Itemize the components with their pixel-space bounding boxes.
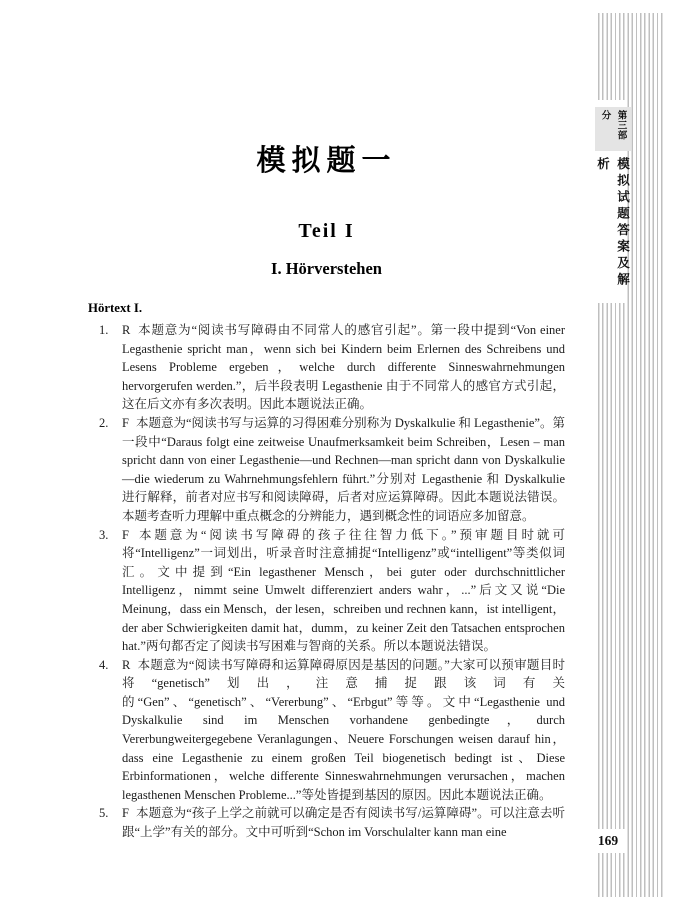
- item-explanation: 本题意为“阅读书写与运算的习得困难分别称为 Dyskalkulie 和 Legasthenie”。第一段中“Daraus folgt eine zeitweise Unaufmerksamkeit beim Schreiben，Lesen – man spricht dann von einer Legasthenie—und Rechnen—man spricht dann von Dyskalkulie—die wiederum zu Wahrnehmungsfehlern führt.”分别对 Legasthenie 和 Dyskalkulie 进行解释，前者对应书写和阅读障碍，后者对应运算障碍。因此本题说法错误。本题考查听力理解中重点概念的分辨能力，遇到概念性的词语应多加留意。: [122, 415, 565, 523]
- item-explanation: 本题意为“阅读书写障碍由不同常人的感官引起”。第一段中提到“Von einer Legasthenie spricht man，wenn sich bei Kindern beim Erlernen des Schreibens und Lesens Probleme ergeben，welche durch differente Sinneswahrnehmungen hervorgerufen werden.”，后半段表明 Legasthenie 由于不同常人的感官方式引起，这在后文亦有多次表明。因此本题说法正确。: [122, 323, 565, 412]
- subsection-label: Hörtext I.: [88, 301, 143, 315]
- item-verdict: F: [122, 806, 129, 821]
- item-text: [122, 526, 565, 656]
- item-number: 3.: [99, 527, 109, 542]
- explanation-item-5: [88, 804, 565, 841]
- item-number: 1.: [99, 323, 109, 337]
- explanation-item-4: [88, 656, 565, 805]
- item-text: [122, 804, 565, 841]
- page-content: [88, 0, 565, 842]
- item-number: 5.: [99, 806, 109, 821]
- item-explanation: 本题意为“阅读书写障碍和运算障碍原因是基因的问题。”大家可以预审题目时将“genetisch”划出，注意捕捉跟该词有关的“Gen”、“genetisch”、“Vererbung”、“Erbgut”等等。文中“Legasthenie und Dyskalkulie sind im Menschen vorhandene genbedingte，durch Vererbungweitergegebene Veranlagungen、Neuere Forschungen weisen darauf hin，dass eine Legasthenie zu einem großen Teil biogenetisch bedingt ist、Diese Erbinformationen，welche differente Sinneswahrnehmungen verursachen，machen legasthenen Menschen Probleme...”等处皆提到基因的原因。因此本题说法正确。: [122, 657, 565, 802]
- teil-heading: Teil I: [298, 220, 355, 242]
- page-number: 169: [589, 829, 627, 853]
- item-text: [122, 321, 565, 414]
- item-verdict: F: [122, 527, 129, 542]
- explanation-item-2: [88, 414, 565, 526]
- item-explanation: 本题意为“阅读书写障碍的孩子往往智力低下。”预审题目时就可将“Intelligenz”一词划出，听录音时注意捕捉“Intelligenz”或“intelligent”等类似词汇。文中提到“Ein legasthener Mensch，bei guter oder durchschnittlicher Intelligenz，nimmt seine Umwelt differenziert anders wahr，...”后文又说“Die Meinung，dass ein Mensch，der lesen，schreiben und rechnen kann，ist intelligent，der aber Schwierigkeiten damit hat，dumm，zu keiner Zeit den Tatsachen entsprochen hat.”两句都否定了阅读书写困难与智商的关系。所以本题说法错误。: [122, 527, 565, 654]
- item-verdict: F: [122, 415, 129, 430]
- part-label: 第三部分: [595, 107, 631, 151]
- item-verdict: R: [122, 657, 131, 672]
- item-verdict: R: [122, 323, 131, 337]
- item-text: [122, 656, 565, 805]
- item-number: 4.: [99, 657, 109, 672]
- item-explanation: 本题意为“孩子上学之前就可以确定是否有阅读书写/运算障碍”。可以注意去听跟“上学”有关的部分。文中可听到“Schon im Vorschulalter kann man eine: [122, 806, 565, 840]
- explanation-item-1: [88, 321, 565, 414]
- explanation-list: [88, 321, 565, 842]
- item-number: 2.: [99, 415, 109, 430]
- section-heading: I. Hörverstehen: [271, 259, 382, 278]
- section-tab: [595, 100, 630, 303]
- item-text: [122, 414, 565, 526]
- section-tab-label: 模拟试题答案及解析: [595, 157, 630, 290]
- explanation-item-3: [88, 526, 565, 656]
- page-title: 模拟题一: [256, 145, 397, 177]
